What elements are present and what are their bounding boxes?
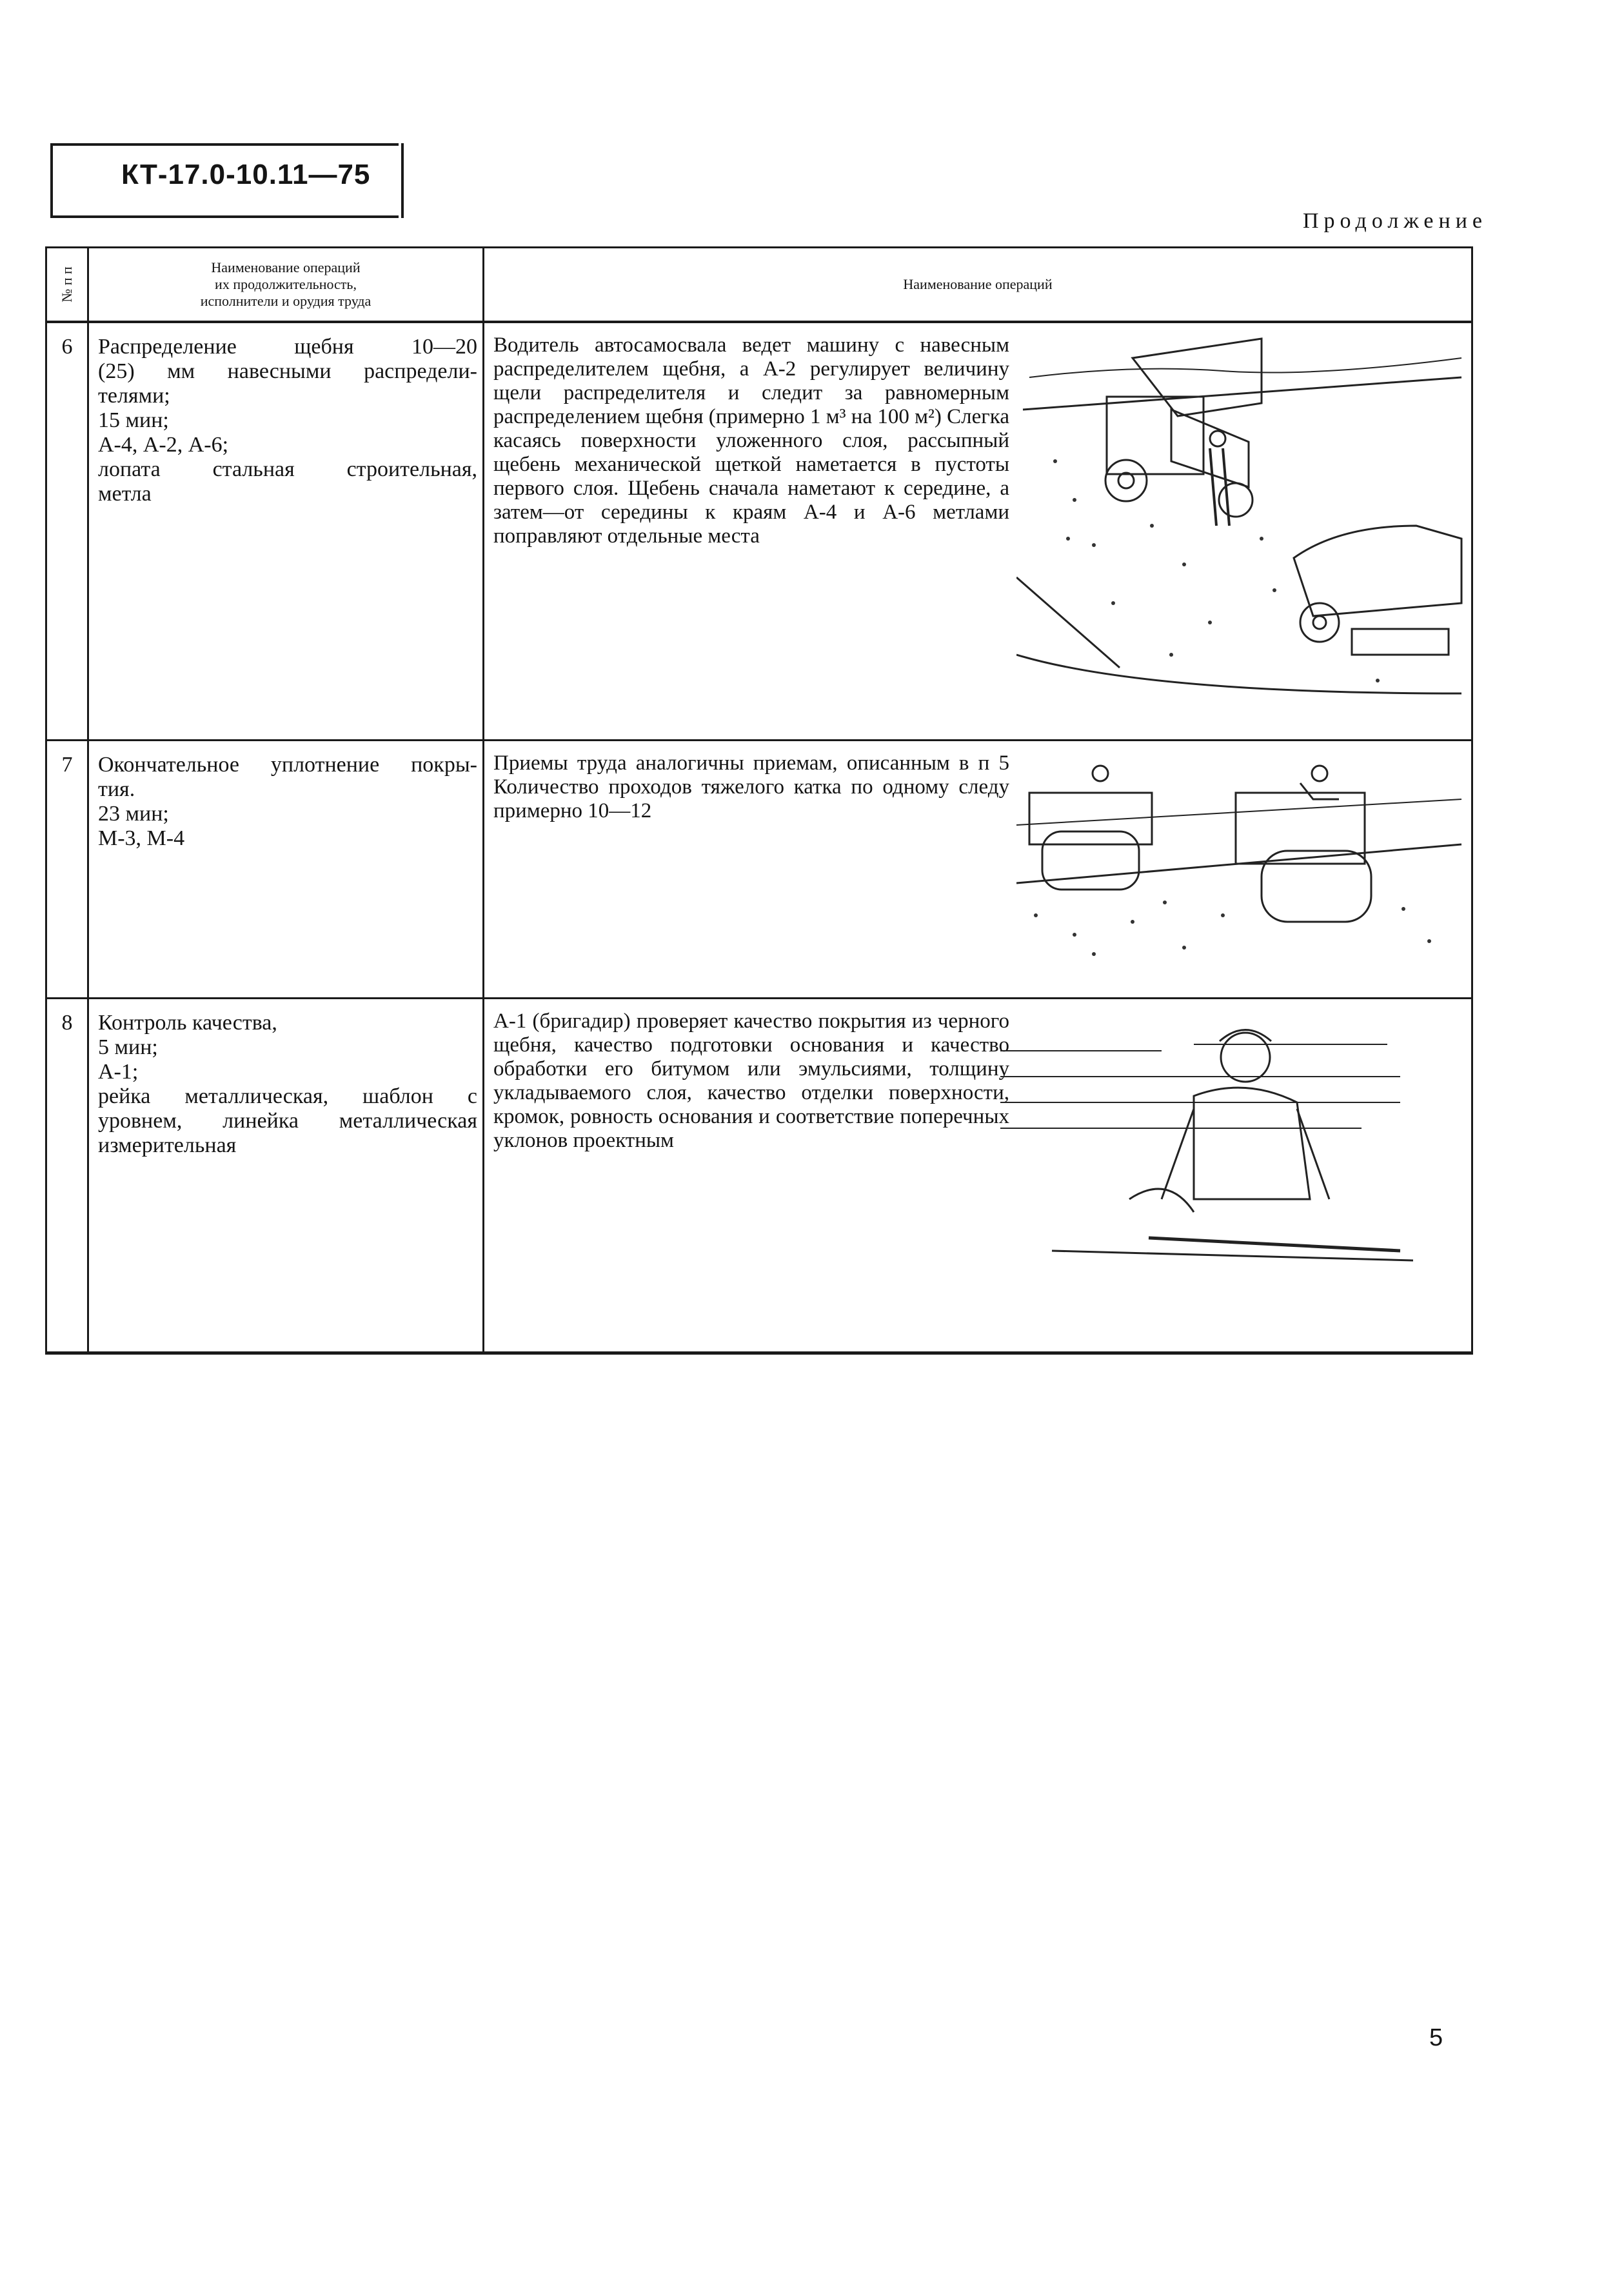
table-header-row (46, 248, 1472, 323)
operation-name-cell: Окончательное уплотнение покры- тия. 23 мин; М-3, М-4 (88, 740, 484, 998)
row-number: 6 (46, 322, 88, 740)
operation-name-cell: Контроль качества, 5 мин; А-1; рейка металлическая, шаблон с уровнем, линейка металлическая измерительная (88, 998, 484, 1353)
row-number: 7 (46, 740, 88, 998)
quality-inspector-illustration (1000, 1006, 1452, 1277)
operation-workers: А-1; (98, 1059, 139, 1084)
operation-name-cell: Распределение щебня 10—20 (25) мм навесными распредели- телями; 15 мин; А-4, А-2, А-6; лопата стальная строительная, метла (88, 322, 484, 740)
spreader-truck-illustration (1016, 332, 1468, 713)
road-roller-illustration (1016, 754, 1468, 973)
operation-duration: 15 мин; (98, 408, 169, 432)
operation-description: А-1 (бригадир) проверяет качество покрытия из черного щебня, качество подготовки основания и качество обработки его битумом или эмульсиями, толщину укладываемого слоя, качество отделки поверхности, кромок, ровность основания и соответствие поперечных уклонов проектным (493, 1009, 1009, 1152)
continuation-label: Продолжение (1302, 209, 1487, 233)
operation-duration: 23 мин; (98, 801, 169, 826)
operation-description-cell (484, 998, 1472, 1353)
row-number: 8 (46, 998, 88, 1353)
operation-workers: М-3, М-4 (98, 826, 185, 850)
operation-tools: рейка металлическая, шаблон с (98, 1084, 477, 1108)
operation-description-cell (484, 322, 1472, 740)
page-number: 5 (1429, 2024, 1443, 2051)
operation-description-cell (484, 740, 1472, 998)
operations-table (45, 246, 1473, 1355)
operation-description: Приемы труда аналогичны приемам, описанным в п 5 Количество проходов тяжелого катка по одному следу примерно 10—12 (493, 751, 1009, 822)
document-code: КТ-17.0-10.11—75 (121, 159, 371, 190)
operation-workers: А-4, А-2, А-6; (98, 433, 229, 457)
operation-description: Водитель автосамосвала ведет машину с навесным распределителем щебня, а А-2 регулирует величину щели распределителя и следит за равномерным распределением щебня (примерно 1 м³ на 100 м²) Слегка касаясь поверхности уложенного слоя, рассыпный щебень механической щеткой наметается в пустоты первого слоя. Щебень сначала наметают к середине, а затем—от середины к краям А-4 и А-6 метлами поправляют отдельные места (493, 333, 1009, 548)
document-code-box (50, 143, 399, 218)
table-row (46, 740, 1472, 998)
column-header-number: № п п (46, 248, 88, 323)
operation-duration: 5 мин; (98, 1035, 158, 1059)
table-row (46, 322, 1472, 740)
table-row (46, 998, 1472, 1353)
column-header-operation-name: Наименование операций их продолжительность, исполнители и орудия труда (88, 248, 484, 323)
column-header-description: Наименование операций (484, 248, 1472, 323)
operation-tools: лопата стальная строительная, (98, 457, 477, 481)
